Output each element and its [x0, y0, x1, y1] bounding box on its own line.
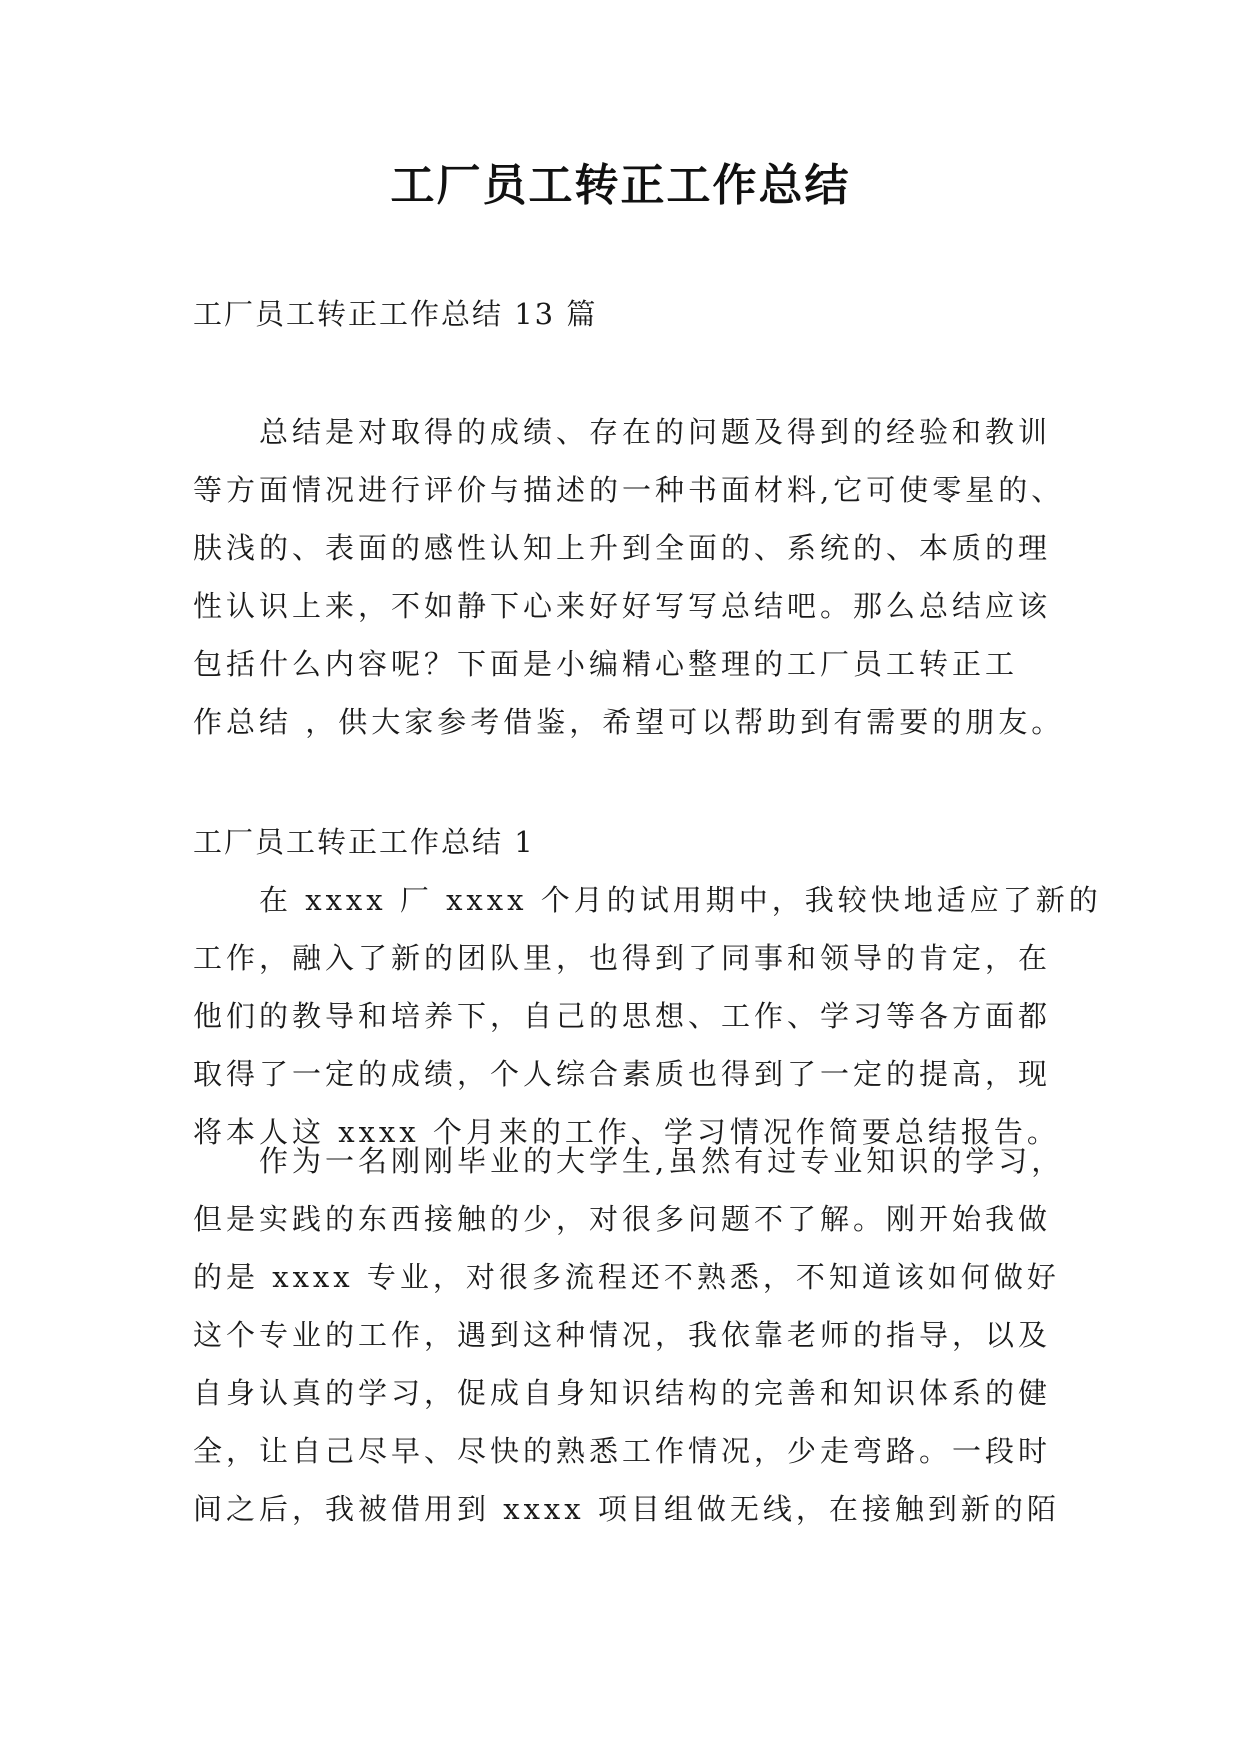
text-line: 作为一名刚刚毕业的大学生,虽然有过专业知识的学习，: [259, 1144, 1065, 1178]
text-line: 性认识上来，不如静下心来好好写写总结吧。那么总结应该: [193, 589, 1052, 623]
section-heading: 工厂员工转正工作总结 1: [193, 825, 535, 859]
text-line: 工作，融入了新的团队里，也得到了同事和领导的肯定，在: [193, 941, 1052, 975]
text-line: 但是实践的东西接触的少，对很多问题不了解。刚开始我做: [193, 1202, 1052, 1236]
text-line: 总结是对取得的成绩、存在的问题及得到的经验和教训: [259, 415, 1052, 449]
text-line: 间之后，我被借用到 xxxx 项目组做无线，在接触到新的陌: [193, 1492, 1060, 1526]
text-line: 在 xxxx 厂 xxxx 个月的试用期中，我较快地适应了新的: [259, 883, 1102, 917]
text-line: 将本人这 xxxx 个月来的工作、学习情况作简要总结报告。: [193, 1115, 1060, 1149]
text-line: 包括什么内容呢？下面是小编精心整理的工厂员工转正工: [193, 647, 1019, 681]
text-line: 取得了一定的成绩，个人综合素质也得到了一定的提高，现: [193, 1057, 1052, 1091]
text-line: 的是 xxxx 专业，对很多流程还不熟悉，不知道该如何做好: [193, 1260, 1060, 1294]
text-line: 全，让自己尽早、尽快的熟悉工作情况，少走弯路。一段时: [193, 1434, 1052, 1468]
text-line: 作总结 ，供大家参考借鉴，希望可以帮助到有需要的朋友。: [193, 705, 1065, 739]
body-paragraph-2: [193, 1132, 1063, 1538]
document-title: 工厂员工转正工作总结: [390, 160, 851, 211]
text-line: 等方面情况进行评价与描述的一种书面材料,它可使零星的、: [193, 473, 1065, 507]
text-line: 这个专业的工作，遇到这种情况，我依靠老师的指导，以及: [193, 1318, 1052, 1352]
document-subtitle: 工厂员工转正工作总结 13 篇: [193, 297, 598, 331]
text-line: 肤浅的、表面的感性认知上升到全面的、系统的、本质的理: [193, 531, 1052, 565]
intro-paragraph: [193, 403, 1063, 751]
text-line: 自身认真的学习，促成自身知识结构的完善和知识体系的健: [193, 1376, 1052, 1410]
text-line: 他们的教导和培养下，自己的思想、工作、学习等各方面都: [193, 999, 1052, 1033]
